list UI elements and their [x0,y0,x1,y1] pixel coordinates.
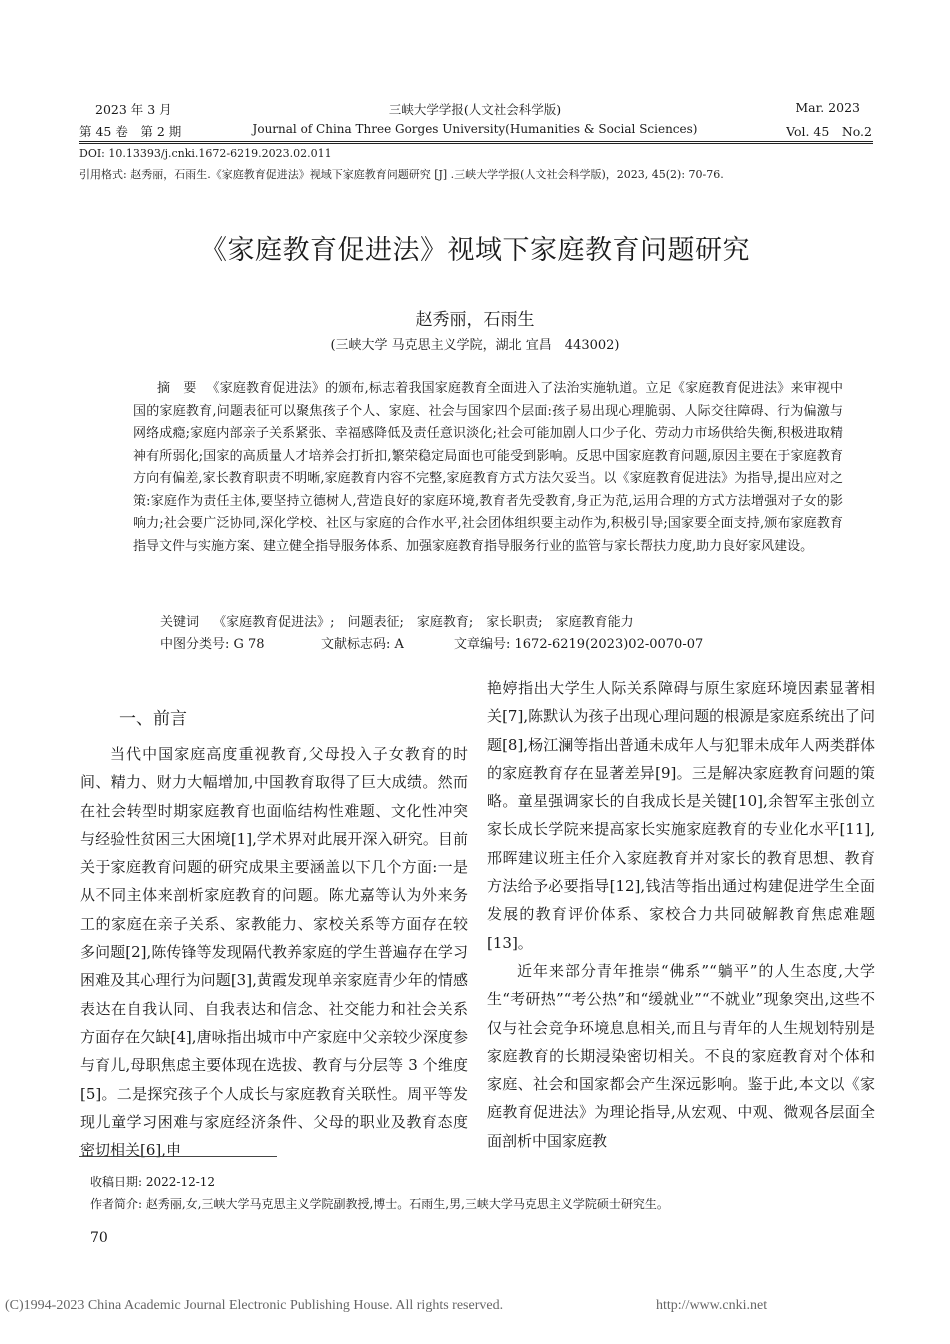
paper-title: 《家庭教育促进法》视域下家庭教育问题研究 [200,235,750,266]
affiliation: (三峡大学 马克思主义学院，湖北 宜昌 443002) [330,338,620,353]
volume-cn: 第 45 卷 第 2 期 [79,124,182,139]
journal-name-en: Journal of China Three Gorges University(Humanities & Social Sciences) [252,122,698,136]
doi: DOI: 10.13393/j.cnki.1672-6219.2023.02.011 [79,147,332,160]
author-bio: 作者简介: 赵秀丽,女,三峡大学马克思主义学院副教授,博士。石雨生,男,三峡大学马克思主义学院硕士研究生。 [90,1197,669,1211]
clc-number: 中图分类号: G 78 [160,637,265,652]
journal-name-cn: 三峡大学学报(人文社会科学版) [388,102,562,117]
abstract-label: 摘 要 [157,381,197,396]
left-paragraph: 当代中国家庭高度重视教育,父母投入子女教育的时间、精力、财力大幅增加,中国教育取得了巨大成绩。然而在社会转型时期家庭教育也面临结构性难题、文化性冲突与经验性贫困三大困境[1],学术界对此展开深入研究。目前关于家庭教育问题的研究成果主要涵盖以下几个方面:一是从不同主体来剖析家庭教育的问题。陈尤嘉等认为外来务工的家庭在亲子关系、家教能力、家校关系等方面存在较多问题[2],陈传锋等发现隔代教养家庭的学生普遍存在学习困难及其心理行为问题[3],黄霞发现单亲家庭青少年的情感表达在自我认同、自我表达和信念、社交能力和社会关系方面存在欠缺[4],唐咏指出城市中产家庭中父亲较少深度参与育儿,母职焦虑主要体现在选拔、教育与分层等 3 个维度[5]。二是探究孩子个人成长与家庭教育关联性。周平等发现儿童学习困难与家庭经济条件、父母的职业及教育态度密切相关[6],申 [80,745,468,1160]
citation: 引用格式: 赵秀丽，石雨生.《家庭教育促进法》视域下家庭教育问题研究 [J] .三峡大学学报(人文社会科学版)，2023, 45(2): 70-76. [79,168,724,181]
header-rule-2 [79,143,873,144]
authors: 赵秀丽，石雨生 [415,310,535,330]
volume-en: Vol. 45 No.2 [786,124,872,139]
right-paragraph: 近年来部分青年推崇“佛系”“躺平”的人生态度,大学生“考研热”“考公热”和“缓就业”“不就业”现象突出,这些不仅与社会竞争环境息息相关,而且与青年的人生规划特别是家庭教育的长期浸染密切相关。不良的家庭教育对个体和家庭、社会和国家都会产生深远影响。鉴于此,本文以《家庭教育促进法》为理论指导,从宏观、中观、微观各层面全面剖析中国家庭教 [487,961,875,1150]
left-column [80,740,468,1164]
keywords-label: 关键词 [160,615,200,630]
section-heading: 一、前言 [119,709,187,729]
footnote-rule [79,1156,277,1157]
cnki-url[interactable]: http://www.cnki.net [656,1298,768,1313]
document-code: 文献标志码: A [321,637,404,652]
keywords-text: 《家庭教育促进法》; 问题表征; 家庭教育; 家长职责; 家庭教育能力 [213,615,634,630]
keywords [160,611,634,630]
abstract [133,378,843,558]
received-date: 收稿日期: 2022-12-12 [90,1175,216,1189]
right-paragraph-continued: 艳婷指出大学生人际关系障碍与原生家庭环境因素显著相关[7],陈默认为孩子出现心理问题的根源是家庭系统出了问题[8],杨江澜等指出普通未成年人与犯罪未成年人两类群体的家庭教育存在显著差异[9]。三是解决家庭教育问题的策略。童星强调家长的自我成长是关键[10],余智军主张创立家长成长学院来提高家长实施家庭教育的专业化水平[11],邢晖建议班主任介入家庭教育并对家长的教育思想、教育方法给予必要指导[12],钱洁等指出通过构建促进学生全面发展的教育评价体系、家校合力共同破解教育焦虑难题[13]。 [487,679,875,952]
abstract-text: 《家庭教育促进法》的颁布,标志着我国家庭教育全面进入了法治实施轨道。立足《家庭教育促进法》来审视中国的家庭教育,问题表征可以聚焦孩子个人、家庭、社会与国家四个层面:孩子易出现心理脆弱、人际交往障碍、行为偏激与网络成瘾;家庭内部亲子关系紧张、幸福感降低及责任意识淡化;社会可能加剧人口少子化、劳动力市场供给失衡,积极进取精神有所弱化;国家的高质量人才培养会打折扣,繁荣稳定局面也可能受到影响。反思中国家庭教育问题,原因主要在于家庭教育方向有偏差,家长教育职责不明晰,家庭教育内容不完整,家庭教育方式方法欠妥当。以《家庭教育促进法》为指导,提出应对之策:家庭作为责任主体,要坚持立德树人,营造良好的家庭环境,教育者先受教育,身正为范,运用合理的方式方法增强对子女的影响力;社会要广泛协同,深化学校、社区与家庭的合作水平,社会团体组织要主动作为,积极引导;国家要全面支持,颁布家庭教育指导文件与实施方案、建立健全指导服务体系、加强家庭教育指导服务行业的监管与家长帮扶力度,助力良好家风建设。 [133,381,843,554]
article-number: 文章编号: 1672-6219(2023)02-0070-07 [454,637,704,652]
right-column [487,674,875,1155]
issue-date-cn: 2023 年 3 月 [95,102,172,117]
page-number: 70 [90,1230,108,1246]
issue-date-en: Mar. 2023 [795,100,860,115]
copyright-watermark: (C)1994-2023 China Academic Journal Electronic Publishing House. All rights reserved. [5,1298,504,1313]
header-rule [79,141,873,142]
